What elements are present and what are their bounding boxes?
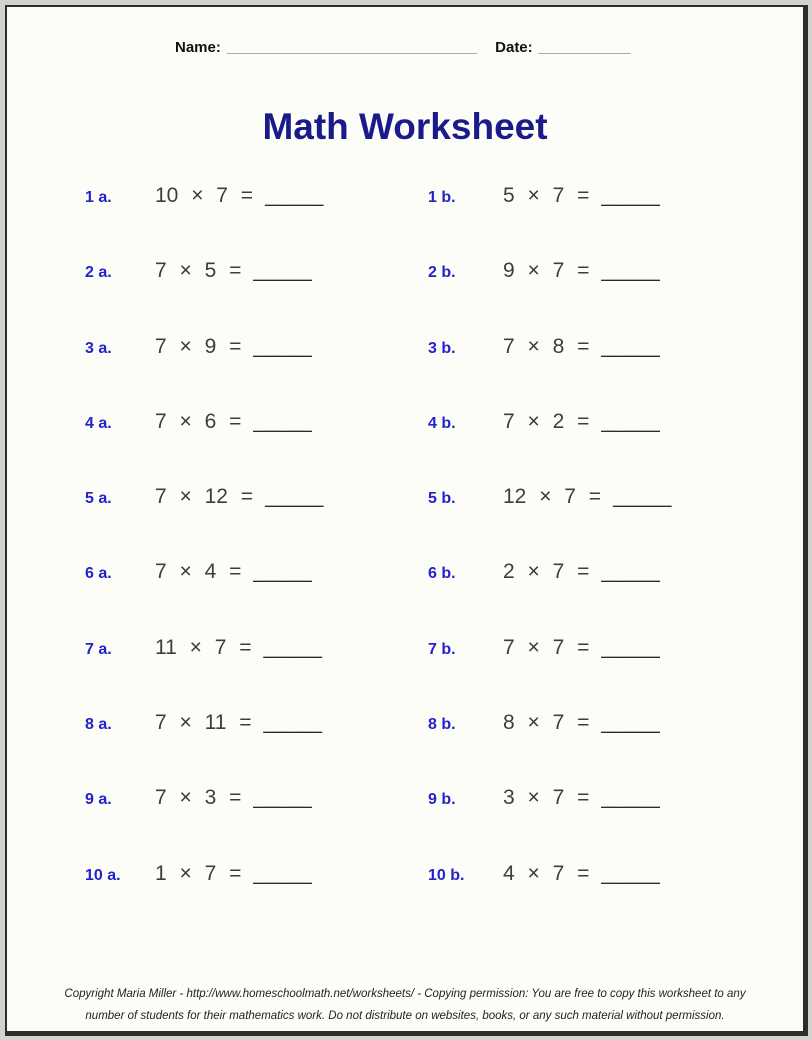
problem-expression: 7 × 4 = _____	[155, 560, 312, 584]
problem-expression: 7 × 3 = _____	[155, 786, 312, 810]
problem-number: 6 a.	[85, 565, 112, 583]
problem-row	[7, 612, 803, 687]
problem-number: 2 b.	[428, 264, 456, 282]
answer-blank: _____	[601, 711, 660, 735]
answer-blank: _____	[601, 560, 660, 584]
problem-number: 1 a.	[85, 189, 112, 206]
answer-blank: _____	[601, 184, 660, 207]
problem-expression: 9 × 7 = _____	[503, 259, 660, 283]
problem-expression: 3 × 7 = _____	[503, 786, 660, 810]
problem-row	[7, 687, 803, 762]
answer-blank: _____	[601, 334, 660, 358]
problem-row	[7, 311, 803, 386]
problem-row	[7, 461, 803, 536]
problem-number: 9 b.	[428, 791, 456, 809]
problem-row	[7, 160, 803, 235]
answer-blank: _____	[601, 635, 660, 659]
answer-blank: _____	[601, 861, 660, 885]
footer-line-1: Copyright Maria Miller - http://www.homeschoolmath.net/worksheets/ - Copying permission: You are free to copy this worksheet to any	[64, 988, 746, 1000]
answer-blank: _____	[263, 711, 322, 735]
problem-number: 10 b.	[428, 866, 465, 884]
footer	[7, 983, 803, 1027]
date-line: ___________	[538, 39, 631, 56]
answer-blank: _____	[253, 786, 312, 810]
problem-number: 2 a.	[85, 264, 112, 282]
problem-row	[7, 386, 803, 461]
answer-blank: _____	[265, 485, 324, 509]
problem-number: 8 a.	[85, 716, 112, 734]
name-line: ______________________________	[226, 39, 478, 56]
problem-number: 4 b.	[428, 414, 456, 432]
problem-expression: 7 × 9 = _____	[155, 334, 312, 358]
answer-blank: _____	[253, 861, 312, 885]
answer-blank: _____	[601, 259, 660, 283]
problem-number: 1 b.	[428, 189, 456, 206]
problem-number: 5 a.	[85, 490, 112, 508]
problem-row	[7, 838, 803, 913]
problem-expression: 7 × 2 = _____	[503, 409, 660, 433]
problem-row	[7, 536, 803, 611]
answer-blank: _____	[253, 560, 312, 584]
problem-number: 7 a.	[85, 640, 112, 658]
answer-blank: _____	[265, 184, 324, 207]
problems-grid	[7, 160, 803, 913]
answer-blank: _____	[613, 485, 672, 509]
problem-expression: 7 × 6 = _____	[155, 409, 312, 433]
problem-expression: 4 × 7 = _____	[503, 861, 660, 885]
problem-expression: 5 × 7 = _____	[503, 184, 660, 207]
problem-row	[7, 235, 803, 310]
problem-expression: 2 × 7 = _____	[503, 560, 660, 584]
problem-row	[7, 762, 803, 837]
problem-expression: 12 × 7 = _____	[503, 485, 672, 509]
problem-expression: 7 × 11 = _____	[155, 711, 322, 735]
problem-expression: 7 × 7 = _____	[503, 635, 660, 659]
problem-expression: 8 × 7 = _____	[503, 711, 660, 735]
problem-expression: 1 × 7 = _____	[155, 861, 312, 885]
problem-number: 5 b.	[428, 490, 456, 508]
problem-number: 9 a.	[85, 791, 112, 809]
worksheet-page	[5, 5, 808, 1036]
header	[175, 39, 630, 56]
footer-line-2: number of students for their mathematics work. Do not distribute on websites, books, or any such material without permission.	[85, 1010, 725, 1022]
problem-number: 10 a.	[85, 866, 121, 884]
page-title: Math Worksheet	[262, 106, 548, 147]
answer-blank: _____	[601, 786, 660, 810]
problem-expression: 7 × 5 = _____	[155, 259, 312, 283]
answer-blank: _____	[601, 409, 660, 433]
problem-expression: 7 × 8 = _____	[503, 334, 660, 358]
answer-blank: _____	[263, 635, 322, 659]
problem-expression: 10 × 7 = _____	[155, 184, 324, 207]
problem-expression: 7 × 12 = _____	[155, 485, 324, 509]
problem-number: 6 b.	[428, 565, 456, 583]
problem-number: 3 a.	[85, 339, 112, 357]
problem-number: 4 a.	[85, 414, 112, 432]
answer-blank: _____	[253, 409, 312, 433]
problem-number: 3 b.	[428, 339, 456, 357]
name-label: Name:	[175, 39, 221, 56]
answer-blank: _____	[253, 334, 312, 358]
date-label: Date:	[495, 39, 533, 56]
answer-blank: _____	[253, 259, 312, 283]
problem-expression: 11 × 7 = _____	[155, 635, 322, 659]
problem-number: 7 b.	[428, 640, 456, 658]
problem-number: 8 b.	[428, 716, 456, 734]
